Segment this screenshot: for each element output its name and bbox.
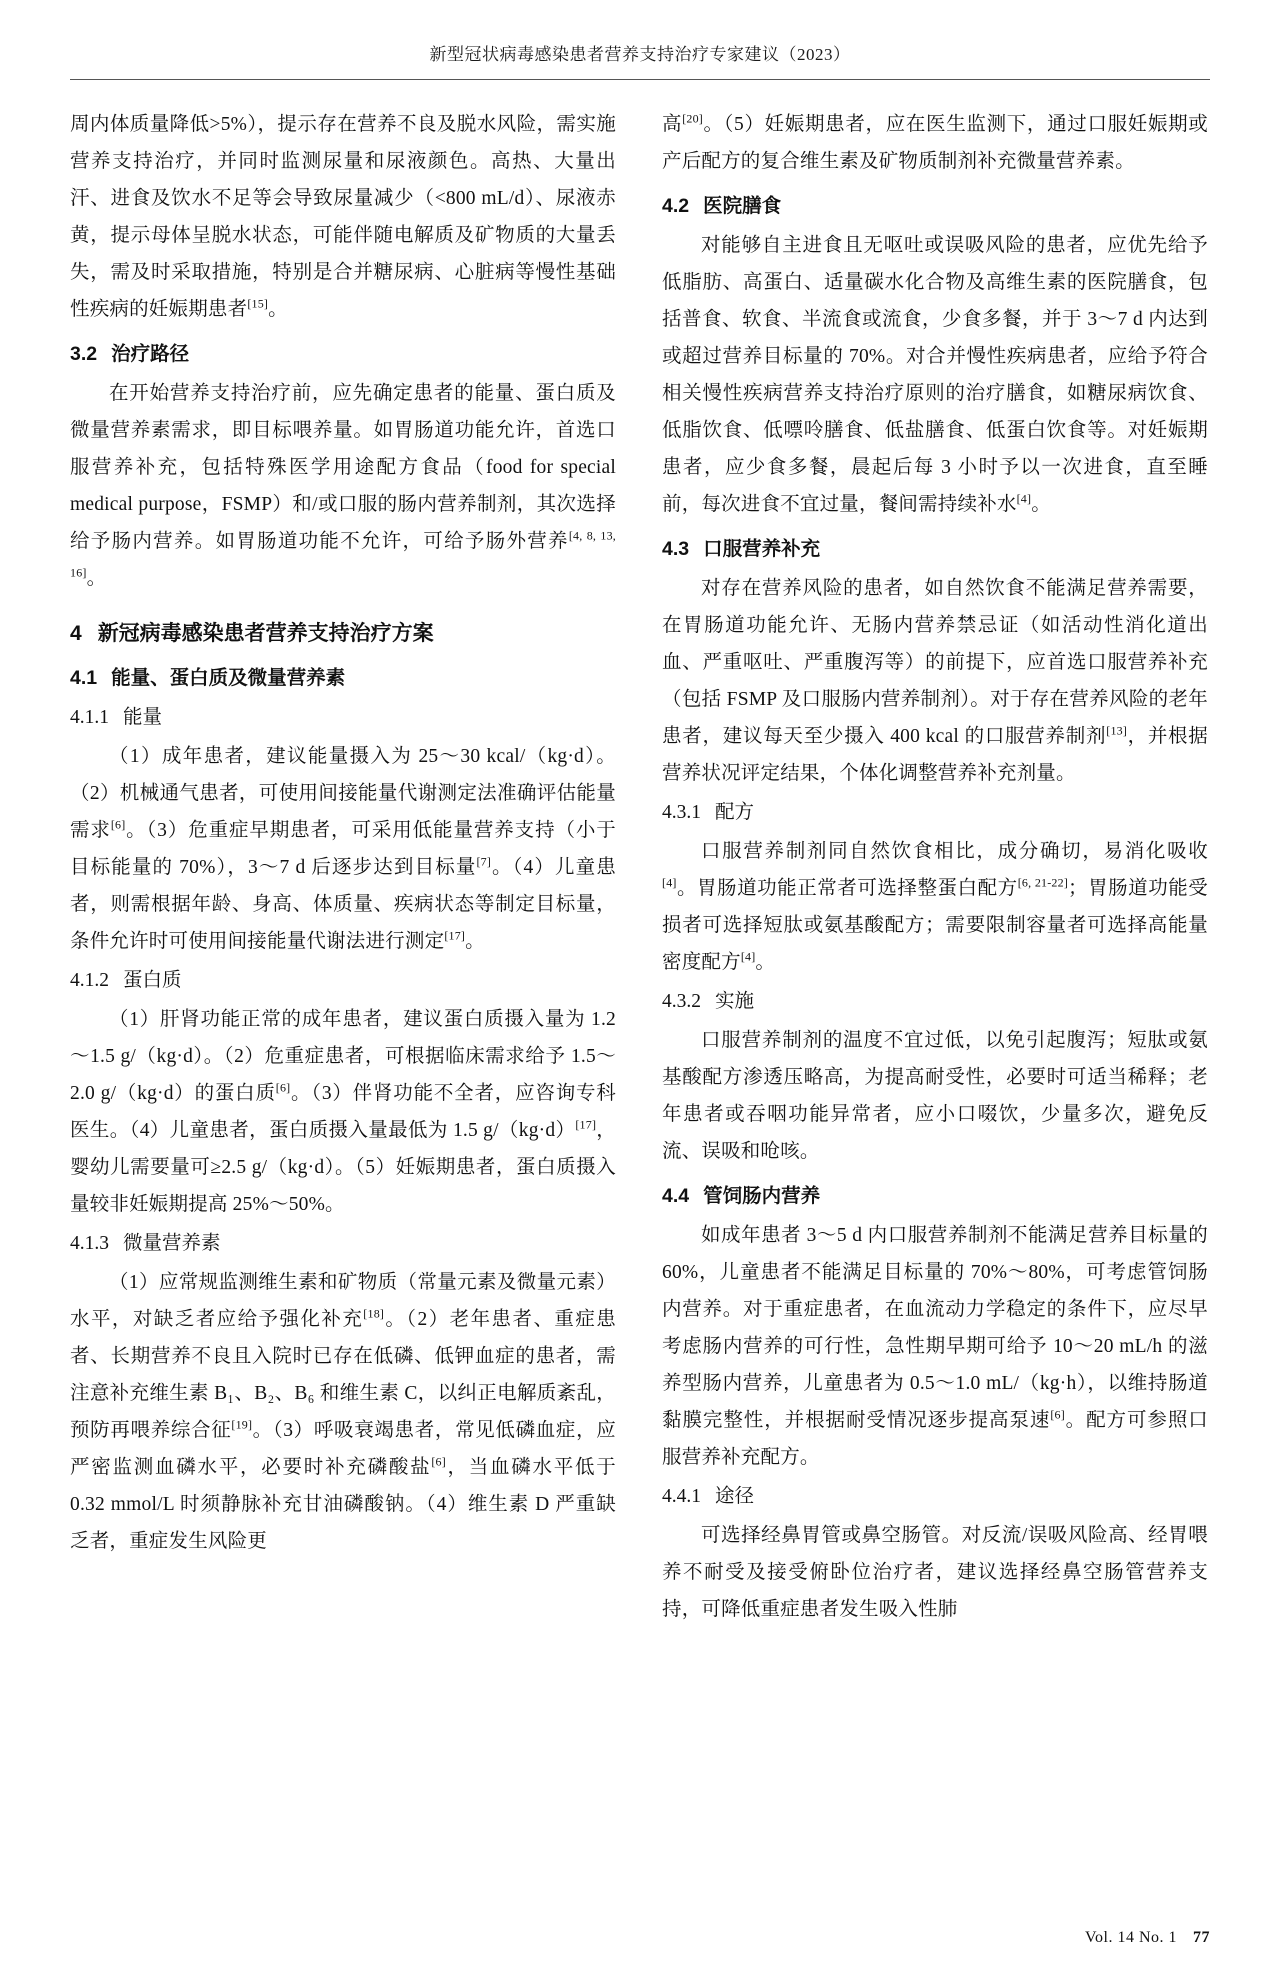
heading-4-1-number: 4.1 — [70, 667, 98, 689]
paragraph-text: 。（4）儿童患者，则需根据年龄、身高、体质量、疾病状态等制定目标量，条件允许时可使用间接能量代谢法进行测定 — [70, 857, 616, 952]
citation-ref: [4] — [1016, 491, 1032, 506]
paragraph-text: ，当血磷水平低于 0.32 mmol/L 时须静脉补充甘油磷酸钠。（4）维生素 D 严重缺乏者，重症发生风险更 — [70, 1457, 616, 1552]
paragraph-4-4 — [662, 1217, 1208, 1476]
heading-4-3-1-title: 配方 — [715, 802, 755, 823]
heading-4-1-3-number: 4.1.3 — [70, 1233, 109, 1254]
citation-ref: [17] — [575, 1117, 597, 1132]
paragraph-tail: 。 — [268, 299, 288, 320]
paragraph-text: 对存在营养风险的患者，如自然饮食不能满足营养需要，在胃肠道功能允许、无肠内营养禁忌证（如活动性消化道出血、严重呕吐、严重腹泻等）的前提下，应首选口服营养补充（包括 FSMP 及口服肠内营养制剂）。对于存在营养风险的老年患者，建议每天至少摄入 400 kcal 的口服营养制剂 — [662, 578, 1208, 747]
paragraph-tail: 。 — [465, 931, 485, 952]
citation-ref: [19] — [231, 1417, 253, 1432]
paragraph-4-2 — [662, 227, 1208, 523]
citation-ref: [4] — [740, 949, 756, 964]
heading-4-4 — [662, 1178, 1208, 1215]
heading-4-1-title: 能量、蛋白质及微量营养素 — [111, 667, 346, 689]
paragraph-text: 高 — [662, 114, 683, 135]
paragraph-text: ，并根据营养状况评定结果，个体化调整营养补充剂量。 — [662, 726, 1208, 784]
citation-ref: [13] — [1106, 723, 1128, 738]
paragraph-text: 口服营养制剂同自然饮食相比，成分确切，易消化吸收 — [701, 841, 1208, 862]
paragraph-tail: 。 — [86, 568, 107, 589]
heading-4-3-title: 口服营养补充 — [703, 538, 821, 560]
heading-4-2-number: 4.2 — [662, 195, 690, 217]
paragraph-4-3 — [662, 570, 1208, 792]
heading-4 — [70, 615, 616, 652]
paragraph-continued-right — [662, 106, 1208, 180]
citation-ref: [6, 21-22] — [1017, 875, 1069, 890]
paragraph-text: 。（3）伴肾功能不全者，应咨询专科医生。（4）儿童患者，蛋白质摄入量最低为 1.5 g/（kg·d） — [70, 1083, 616, 1141]
paragraph-text: 。（2）老年患者、重症患者、长期营养不良且入院时已存在低磷、低钾血症的患者，需注意补充维生素 B₁、B₂、B₆ 和维生素 C，以纠正电解质紊乱，预防再喂养综合征 — [70, 1309, 616, 1441]
paragraph-3-2 — [70, 375, 616, 597]
heading-4-1-2-number: 4.1.2 — [70, 970, 109, 991]
paragraph-text: （1）肝肾功能正常的成年患者，建议蛋白质摄入量为 1.2～1.5 g/（kg·d）。（2）危重症患者，可根据临床需求给予 1.5～2.0 g/（kg·d）的蛋白质 — [70, 1009, 616, 1104]
heading-4-number: 4 — [70, 622, 82, 645]
paragraph-text: 。（5）妊娠期患者，应在医生监测下，通过口服妊娠期或产后配方的复合维生素及矿物质制剂补充微量营养素。 — [662, 114, 1209, 172]
citation-ref: [17] — [444, 928, 466, 943]
heading-4-1-3 — [70, 1225, 616, 1262]
heading-4-1-2 — [70, 962, 616, 999]
page-footer — [1085, 1929, 1210, 1947]
paragraph-tail: 。配方可参照口服营养补充配方。 — [662, 1410, 1208, 1468]
heading-4-2-title: 医院膳食 — [703, 195, 782, 217]
paragraph-tail: 。 — [1031, 494, 1051, 515]
heading-4-4-1-number: 4.4.1 — [662, 1486, 701, 1507]
citation-ref: [20] — [682, 111, 703, 126]
heading-4-3-number: 4.3 — [662, 538, 690, 560]
heading-4-4-1-title: 途径 — [715, 1486, 755, 1507]
heading-4-1-1-title: 能量 — [123, 707, 163, 728]
two-column-body — [70, 106, 1210, 1630]
paragraph-tail: 。 — [755, 952, 776, 973]
heading-4-3-2 — [662, 983, 1208, 1020]
citation-ref: [6] — [110, 817, 126, 832]
paragraph-4-4-1: 可选择经鼻胃管或鼻空肠管。对反流/误吸风险高、经胃喂养不耐受及接受俯卧位治疗者，建议选择经鼻空肠管营养支持，可降低重症患者发生吸入性肺 — [662, 1525, 1208, 1620]
citation-ref: [6] — [1050, 1407, 1065, 1422]
citation-ref: [6] — [275, 1080, 291, 1095]
heading-4-1-3-title: 微量营养素 — [123, 1233, 221, 1254]
citation-ref: [6] — [431, 1454, 446, 1469]
paragraph-text: 在开始营养支持治疗前，应先确定患者的能量、蛋白质及微量营养素需求，即目标喂养量。如胃肠道功能允许，首选口服营养补充，包括特殊医学用途配方食品（food for special medical purpose，FSMP）和/或口服的肠内营养制剂，其次选择给予肠内营养。如胃肠道功能不允许，可给予肠外营养 — [70, 383, 616, 552]
heading-4-3-2-number: 4.3.2 — [662, 991, 701, 1012]
paragraph-4-1-1 — [70, 738, 616, 960]
heading-4-1-1-number: 4.1.1 — [70, 707, 109, 728]
left-column — [70, 106, 616, 1562]
heading-4-3-2-title: 实施 — [715, 991, 755, 1012]
citation-ref: [18] — [363, 1306, 385, 1321]
paragraph-text: （1）应常规监测维生素和矿物质（常量元素及微量元素）水平，对缺乏者应给予强化补充 — [70, 1272, 616, 1330]
heading-3-2-number: 3.2 — [70, 343, 98, 365]
heading-4-1 — [70, 660, 616, 697]
heading-4-3-1-number: 4.3.1 — [662, 802, 701, 823]
volume-issue: Vol. 14 No. 1 — [1085, 1929, 1177, 1946]
paragraph-4-1-2 — [70, 1001, 616, 1223]
citation-ref: [4, 8, 13, 16] — [70, 528, 616, 580]
heading-3-2-title: 治疗路径 — [111, 343, 190, 365]
citation-ref: [4] — [662, 875, 677, 890]
page-number: 77 — [1193, 1929, 1210, 1946]
heading-4-2 — [662, 188, 1208, 225]
paragraph-text: ；胃肠道功能受损者可选择短肽或氨基酸配方；需要限制容量者可选择高能量密度配方 — [662, 878, 1208, 973]
heading-4-1-1 — [70, 699, 616, 736]
heading-4-4-1 — [662, 1478, 1208, 1515]
paragraph-continued — [70, 106, 616, 328]
header-divider — [70, 79, 1210, 80]
heading-4-3 — [662, 531, 1208, 568]
right-column — [662, 106, 1208, 1630]
paragraph-4-3-1 — [662, 833, 1208, 981]
paragraph-text: 。（3）危重症早期患者，可采用低能量营养支持（小于目标能量的 70%），3～7 d 后逐步达到目标量 — [70, 820, 616, 878]
paragraph-4-1-3 — [70, 1264, 616, 1560]
paragraph-text: 。（3）呼吸衰竭患者，常见低磷血症，应严密监测血磷水平，必要时补充磷酸盐 — [70, 1420, 616, 1478]
heading-4-title: 新冠病毒感染患者营养支持治疗方案 — [97, 622, 434, 645]
paragraph-text: 对能够自主进食且无呕吐或误吸风险的患者，应优先给予低脂肪、高蛋白、适量碳水化合物及高维生素的医院膳食，包括普食、软食、半流食或流食，少食多餐，并于 3～7 d 内达到或超过营养目标量的 70%。对合并慢性疾病患者，应给予符合相关慢性疾病营养支持治疗原则的治疗膳食，如糖尿病饮食、低脂饮食、低嘌呤膳食、低盐膳食、低蛋白饮食等。对妊娠期患者，应少食多餐，晨起后每 3 小时予以一次进食，直至睡前，每次进食不宜过量，餐间需持续补水 — [662, 235, 1208, 515]
paragraph-text: 如成年患者 3～5 d 内口服营养制剂不能满足营养目标量的 60%，儿童患者不能满足目标量的 70%～80%，可考虑管饲肠内营养。对于重症患者，在血流动力学稳定的条件下，应尽早考虑肠内营养的可行性，急性期早期可给予 10～20 mL/h 的滋养型肠内营养，儿童患者为 0.5～1.0 mL/（kg·h），以维持肠道黏膜完整性，并根据耐受情况逐步提高泵速 — [662, 1225, 1208, 1431]
paragraph-text: （1）成年患者，建议能量摄入为 25～30 kcal/（kg·d）。（2）机械通气患者，可使用间接能量代谢测定法准确评估能量需求 — [70, 746, 616, 841]
citation-ref: [7] — [476, 854, 492, 869]
paragraph-4-3-2: 口服营养制剂的温度不宜过低，以免引起腹泻；短肽或氨基酸配方渗透压略高，为提高耐受性，必要时可适当稀释；老年患者或吞咽功能异常者，应小口啜饮，少量多次，避免反流、误吸和呛咳。 — [662, 1030, 1208, 1162]
heading-4-4-title: 管饲肠内营养 — [703, 1185, 821, 1207]
paragraph-text: ，婴幼儿需要量可≥2.5 g/（kg·d）。（5）妊娠期患者，蛋白质摄入量较非妊娠期提高 25%～50%。 — [70, 1120, 617, 1215]
heading-4-3-1 — [662, 794, 1208, 831]
citation-ref: [15] — [247, 296, 269, 311]
heading-4-4-number: 4.4 — [662, 1185, 690, 1207]
running-head: 新型冠状病毒感染患者营养支持治疗专家建议（2023） — [429, 45, 851, 64]
heading-4-1-2-title: 蛋白质 — [123, 970, 182, 991]
heading-3-2 — [70, 336, 616, 373]
paragraph-text: 。胃肠道功能正常者可选择整蛋白配方 — [676, 878, 1018, 899]
paragraph-text: 周内体质量降低>5%），提示存在营养不良及脱水风险，需实施营养支持治疗，并同时监测尿量和尿液颜色。高热、大量出汗、进食及饮水不足等会导致尿量减少（<800 mL/d）、尿液赤黄，提示母体呈脱水状态，可能伴随电解质及矿物质的大量丢失，需及时采取措施，特别是合并糖尿病、心脏病等慢性基础性疾病的妊娠期患者 — [70, 114, 616, 320]
